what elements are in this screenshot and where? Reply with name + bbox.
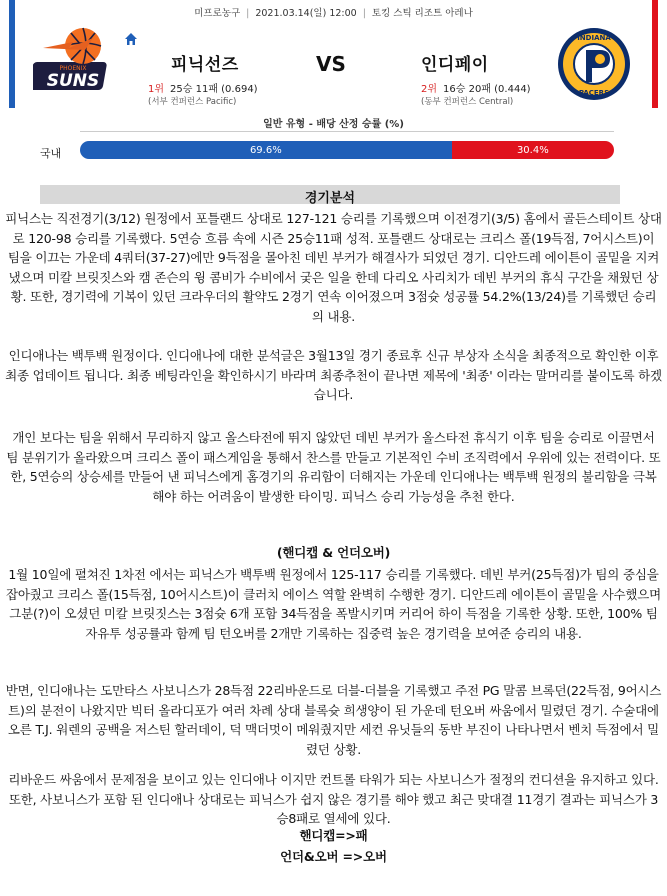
home-logo-subtext: PHOENIX xyxy=(59,65,87,72)
home-record-text: 25승 11패 (0.694) xyxy=(170,84,258,95)
home-icon[interactable] xyxy=(124,32,138,46)
odds-divider xyxy=(80,131,614,132)
match-datetime: 2021.03.14(일) 12:00 xyxy=(255,8,357,19)
vs-label: VS xyxy=(316,52,346,76)
match-venue: 토킹 스틱 리조트 아레나 xyxy=(371,8,473,19)
home-logo-text: SUNS xyxy=(46,71,100,91)
away-logo-text: PACERS xyxy=(578,89,610,97)
pick-underover: 언더&오버 =>오버 xyxy=(280,849,387,864)
home-rank: 1위 xyxy=(148,84,165,95)
odds-away-segment: 30.4% xyxy=(452,141,614,159)
home-record xyxy=(148,80,258,95)
indiana-pacers-logo xyxy=(556,26,632,102)
away-record-text: 16승 20패 (0.444) xyxy=(443,84,531,95)
analysis-paragraph-4: 1월 10일에 펼쳐진 1차전 에서는 피닉스가 백투백 원정에서 125-117 승리를 기록했다. 데빈 부커(25득점)가 팀의 중심을 잡아줬고 크리스 폴(15득점, 10어시스트)이 클러치 에이스 역할 완벽히 수행한 경기. 디안드레 에이튼이 골밑을 사수했으며 그분(?)이 오셨던 미칼 브릿짓스는 3점슛 6개 포함 34득점을 폭발시키며 커리어 하이 득점을 기록한 상황. 또한, 100% 팀 자유투 성공률과 함께 팀 턴오버를 2개만 기록하는 집중력 높은 경기력을 보여준 승리의 내용. xyxy=(5,567,662,641)
analysis-paragraph-5: 반면, 인디애나는 도만타스 사보니스가 28득점 22리바운드로 더블-더블을 기록했고 주전 PG 말콤 브록던(22득점, 9어시스트)의 분전이 나왔지만 빅터 올라디포가 여러 차례 상대 블록슛 희생양이 된 가운데 턴오버 싸움에서 밀렸던 경기. 수술대에 오른 T.J. 워렌의 공백을 저스틴 할러데이, 덕 맥더멋이 메워줬지만 세컨 유닛들의 동반 부진이 나타나면서 벤치 득점에서 밀렸던 상황. xyxy=(5,683,662,757)
odds-title: 일반 유형 - 배당 산정 승률 (%) xyxy=(263,119,404,130)
odds-bar xyxy=(80,141,614,159)
odds-label: 국내 xyxy=(40,147,62,160)
away-rank: 2위 xyxy=(421,84,438,95)
away-logo-subtext: INDIANA xyxy=(577,34,611,42)
away-record xyxy=(421,80,531,95)
home-team-name: 피닉선즈 xyxy=(171,55,239,75)
analysis-paragraph-6: 리바운드 싸움에서 문제점을 보이고 있는 인디애나 이지만 컨트롤 타워가 되는 사보니스가 절정의 컨디션을 유지하고 있다. 또한, 사보니스가 포함 된 인디애나 상대로는 피닉스가 쉽지 않은 경기를 해야 했고 최근 맞대결 11경기 결과는 피닉스가 3승8패로 열세에 있다. xyxy=(8,772,659,826)
handicap-heading: (핸디캡 & 언더오버) xyxy=(276,545,391,560)
pick-handicap: 핸디캡=>패 xyxy=(299,828,368,843)
match-meta: 미프로농구 | 2021.03.14(일) 12:00 | 토킹 스틱 리조트 아레나 xyxy=(194,8,473,19)
analysis-title: 경기분석 xyxy=(304,191,356,206)
odds-home-segment: 69.6% xyxy=(80,141,452,159)
away-team-name: 인디페이 xyxy=(421,55,489,75)
analysis-paragraph-3: 개인 보다는 팀을 위해서 무리하지 않고 올스타전에 뛰지 않았던 데빈 부커가 올스타전 휴식기 이후 팀을 승리로 이끌면서 팀 분위기가 올라왔으며 크리스 폴이 패스게임을 통해서 찬스를 만들고 기본적인 수비 조직력에서 우위에 있는 전력이다. 또한, 5연승의 상승세를 만들어 낸 피닉스에게 홈경기의 유리함이 더해지는 가운데 인디애나는 백투백 원정의 불리함을 극복해야 하는 어려움이 발생한 타이밍. 피닉스 승리 가능성을 추천 한다. xyxy=(6,430,661,504)
phoenix-suns-logo xyxy=(33,18,113,100)
away-conference: (동부 컨퍼런스 Central) xyxy=(421,97,514,107)
analysis-paragraph-2: 인디애나는 백투백 원정이다. 인디애나에 대한 분석글은 3월13일 경기 종료후 신규 부상자 소식을 최종적으로 확인한 이후 최종 업데이트 됩니다. 최종 베팅라인을 확인하시기 바라며 최종추천이 끝나면 제목에 '최종' 이라는 말머리를 붙이도록 하겠습니다. xyxy=(5,348,662,402)
home-conference: (서부 컨퍼런스 Pacific) xyxy=(148,97,237,107)
analysis-paragraph-1: 피닉스는 직전경기(3/12) 원정에서 포틀랜드 상대로 127-121 승리를 기록했으며 이전경기(3/5) 홈에서 골든스테이트 상대로 120-98 승리를 기록했다. 5연승 흐름 속에 시즌 25승11패 성적. 포틀랜드 상대로는 크리스 폴(19득점, 7어시스트)이 팀을 이끄는 가운데 4쿼터(37-27)에만 9득점을 몰아친 데빈 부커가 해결사가 되었던 경기. 디안드레 에이튼이 골밑을 지켜냈으며 미칼 브릿짓스와 캠 존슨의 윙 콤비가 수비에서 궂은 일을 한데 다리오 사리치가 데빈 부커의 휴식 구간을 채웠던 상황. 또한, 경기력에 기복이 있던 크라우더의 활약도 2경기 연속 이어졌으며 3점슛 성공률 54.2%(13/24)를 기록했던 승리의 내용. xyxy=(5,211,662,324)
league-label: 미프로농구 xyxy=(194,8,241,19)
